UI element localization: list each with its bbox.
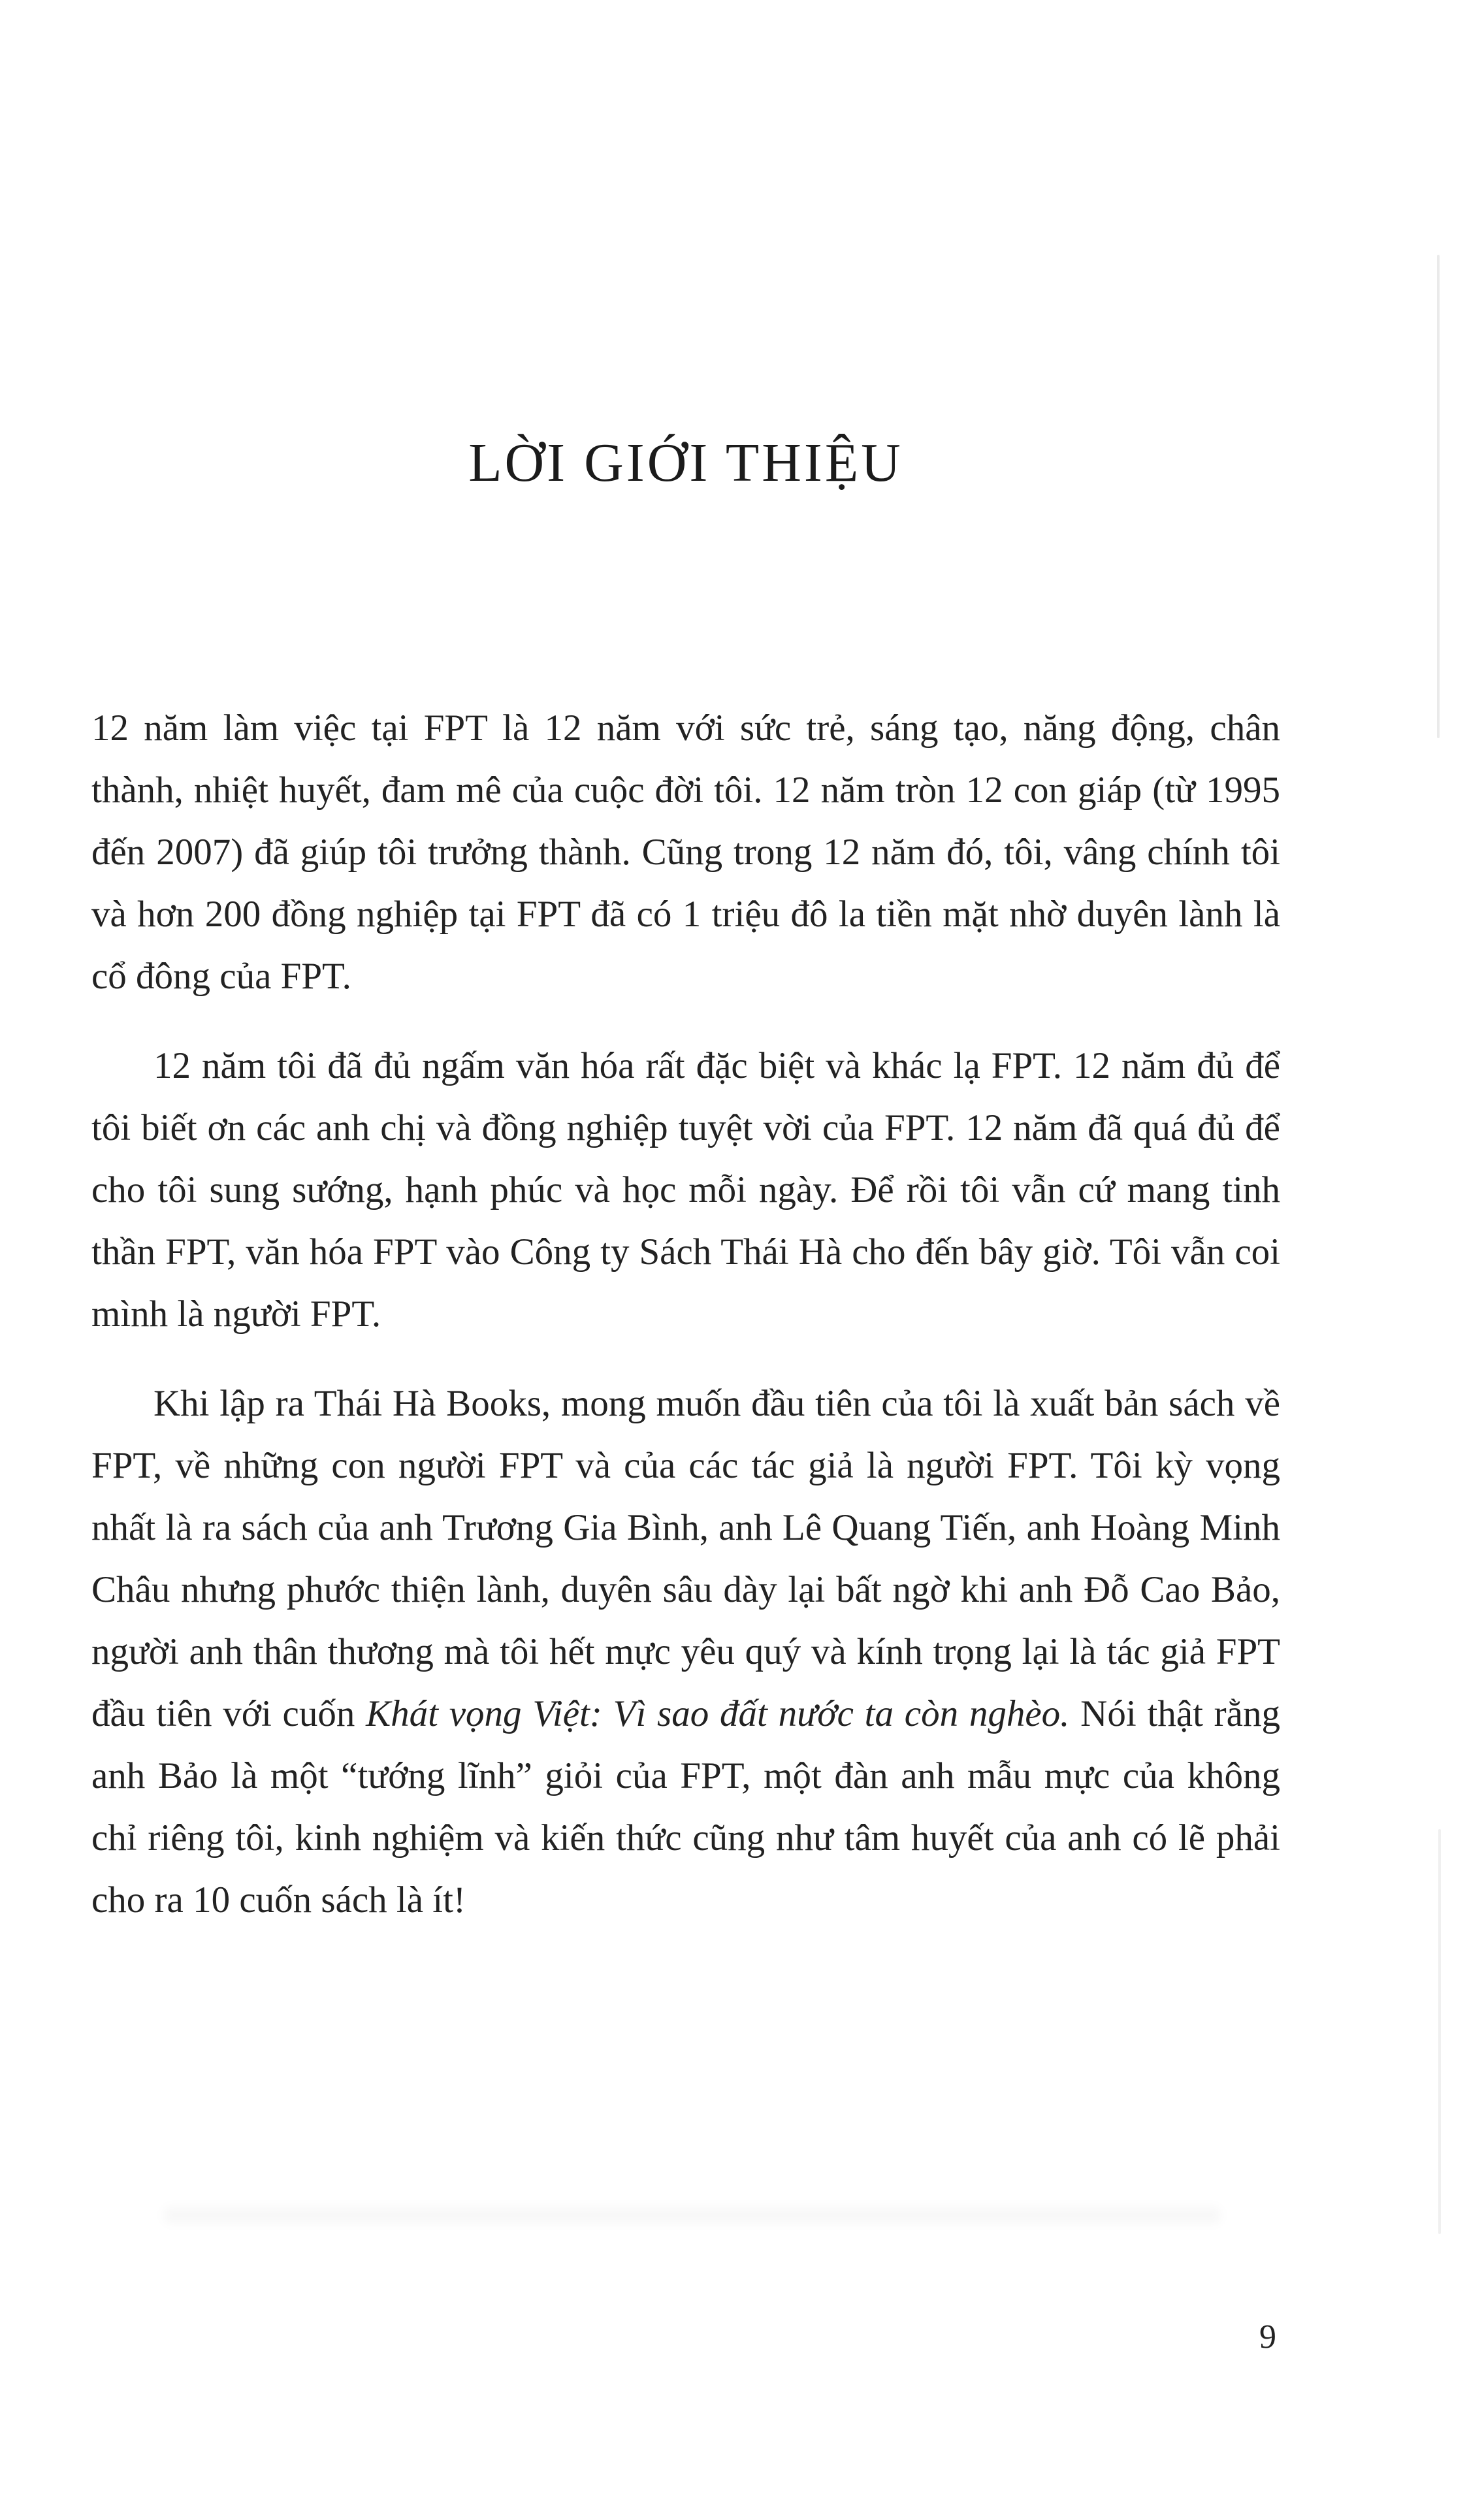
paragraph-text: Khi lập ra Thái Hà Books, mong muốn đầu tiên của tôi là xuất bản sách về FPT, về những con người FPT và của các tác giả là người FPT. Tôi kỳ vọng nhất là ra sách của anh Trương Gia Bình, anh Lê Quang Tiến, anh Hoàng Minh Châu nhưng phước thiện lành, duyên sâu dày lại bất ngờ khi anh Đỗ Cao Bảo, người anh thân thương mà tôi hết mực yêu quý và kính trọng lại là tác giả FPT đầu tiên với cuốn (91, 1383, 1280, 1734)
paragraph: 12 năm tôi đã đủ ngấm văn hóa rất đặc biệt và khác lạ FPT. 12 năm đủ để tôi biết ơn các anh chị và đồng nghiệp tuyệt vời của FPT. 12 năm đã quá đủ để cho tôi sung sướng, hạnh phúc và học mỗi ngày. Để rồi tôi vẫn cứ mang tinh thần FPT, văn hóa FPT vào Công ty Sách Thái Hà cho đến bây giờ. Tôi vẫn coi mình là người FPT. (91, 1045, 1280, 1335)
scan-artifact-line (1437, 255, 1440, 738)
book-title-italic: Khát vọng Việt: Vì sao đất nước ta còn nghèo. (366, 1693, 1070, 1734)
paragraph-text: Nói thật rằng anh Bảo là một “tướng lĩnh” giỏi của FPT, một đàn anh mẫu mực của không chỉ riêng tôi, kinh nghiệm và kiến thức cũng như tâm huyết của anh có lẽ phải cho ra 10 cuốn sách là ít! (91, 1693, 1280, 1921)
page-title: LỜI GIỚI THIỆU (468, 432, 903, 493)
page-number: 9 (1259, 2318, 1276, 2356)
page-content (91, 697, 1280, 1931)
scan-artifact-line (1438, 1829, 1441, 2234)
scan-artifact-smudge (163, 2207, 1221, 2224)
paragraph (91, 1372, 1280, 1931)
paragraph: 12 năm làm việc tại FPT là 12 năm với sức trẻ, sáng tạo, năng động, chân thành, nhiệt huyết, đam mê của cuộc đời tôi. 12 năm tròn 12 con giáp (từ 1995 đến 2007) đã giúp tôi trưởng thành. Cũng trong 12 năm đó, tôi, vâng chính tôi và hơn 200 đồng nghiệp tại FPT đã có 1 triệu đô la tiền mặt nhờ duyên lành là cổ đông của FPT. (91, 707, 1280, 997)
